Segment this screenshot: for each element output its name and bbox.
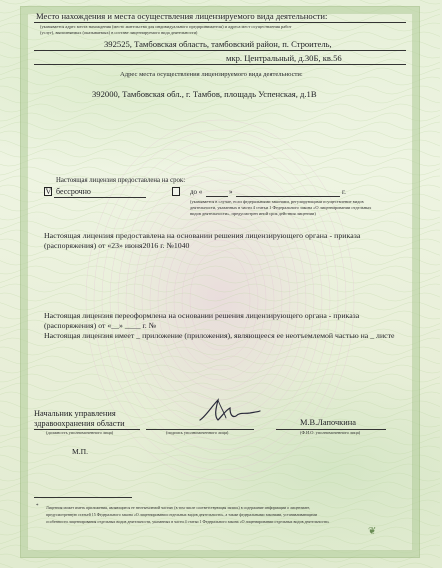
footnote-line: особенности лицензирования отдельных видов деятельности, указанных в части 4 статьи 1 Федерального закона «О лицензировании отдельных видов деятельности» — [46, 519, 330, 524]
divider — [54, 197, 146, 198]
handwritten-signature — [196, 396, 264, 426]
unlimited-label: бессрочно — [56, 187, 91, 196]
term-title: Настоящая лицензия предоставлена на срок: — [56, 177, 186, 184]
address-note: (указывается адрес места нахождения (место жительства для индивидуального предпринимателя) и адреса мест осуществления работ — [40, 24, 292, 29]
signature-note: (подпись уполномоченного лица) — [166, 430, 229, 435]
guilloche-line — [0, 563, 440, 568]
reissue-line: Настоящая лицензия переоформлена на основании решения лицензирующего органа - приказа — [44, 311, 360, 320]
until-year-suffix: г. — [342, 188, 346, 196]
guilloche-line — [0, 0, 440, 4]
reissue-line: (распоряжения) от «__» ____ г. № — [44, 321, 157, 330]
registered-address-line: 392525, Тамбовская область, тамбовский район, п. Строитель, — [104, 39, 332, 49]
stamp-place: М.П. — [72, 447, 89, 456]
check-mark: V — [45, 187, 52, 196]
divider — [34, 64, 406, 65]
footnote-divider — [34, 497, 132, 498]
address-title: Место нахождения и места осуществления лицензируемого вида деятельности: — [36, 11, 328, 21]
footnote-line: Лицензия может иметь приложения, являющиеся ее неотъемлемой частью (в том числе соответствующая запись) в содержание информации о лицензиате, — [46, 505, 311, 510]
signer-position: Начальник управления — [34, 409, 116, 418]
activity-address: 392000, Тамбовская обл., г. Тамбов, площадь Успенская, д.1В — [92, 89, 317, 99]
divider — [34, 22, 406, 23]
unlimited-checkbox — [44, 187, 52, 196]
date-day-line — [206, 196, 228, 197]
divider — [34, 50, 406, 51]
appendix-line: Настоящая лицензия имеет _ приложение (приложения), являющееся ее неотъемлемой частью на _ листе — [44, 331, 395, 340]
term-note: (указывается в случае, если федеральными законами, регулирующими осуществление видов — [190, 199, 364, 204]
position-note: (должность уполномоченного лица) — [46, 430, 114, 435]
until-checkbox — [172, 187, 180, 196]
address-note: (услуг), выполняемых (оказываемых) в составе лицензируемого вида деятельности) — [40, 30, 198, 35]
footnote-marker: * — [36, 504, 39, 509]
activity-address-title: Адрес места осуществления лицензируемого вида деятельности: — [120, 71, 303, 78]
term-note: деятельности, указанных в части 4 статьи 1 Федерального закона «О лицензировании отдельных — [190, 205, 372, 210]
name-note: (Ф.И.О. уполномоченного лица) — [300, 430, 361, 435]
term-note: видов деятельности», предусмотрен иной срок действия лицензии) — [190, 211, 316, 216]
until-quote: » — [229, 188, 233, 196]
registered-address-line: мкр. Центральный, д.30Б, кв.56 — [226, 53, 342, 63]
signer-position: здравоохранения области — [34, 419, 125, 428]
corner-ornament-icon: ❦ — [368, 526, 377, 537]
date-month-line — [236, 196, 340, 197]
footnote-line: предусмотренную статьей 15 Федерального закона «О лицензировании отдельных видов деятельности», а также федеральными законами, устанавливающими — [46, 512, 317, 517]
signer-name: М.В.Лапочкина — [300, 418, 356, 427]
basis-line: (распоряжения) от «23» июня2016 г. №1040 — [44, 241, 190, 250]
until-label: до « — [190, 188, 203, 196]
basis-line: Настоящая лицензия предоставлена на основании решения лицензирующего органа - приказа — [44, 231, 361, 240]
